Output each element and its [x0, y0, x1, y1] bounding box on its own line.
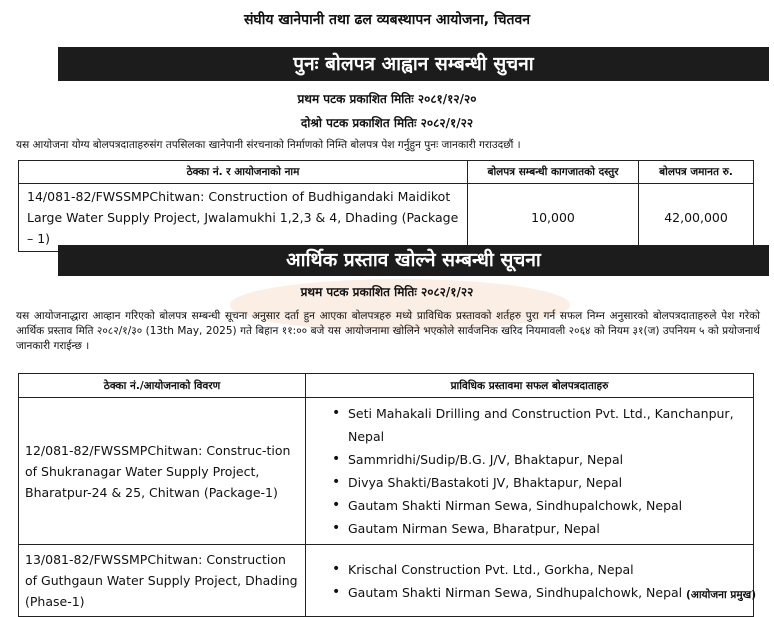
project-description: 12/081-82/FWSSMPChitwan: Construc-tion of Shukranagar Water Supply Project, Bharatpur-24 & 25, Chitwan (Package-1) — [19, 398, 306, 545]
list-item: • Krischal Construction Pvt. Ltd., Gorkha, Nepal — [334, 558, 747, 581]
notice2-paragraph: यस आयोजनाद्धारा आव्हान गरिएको बोलपत्र सम्बन्धी सूचना अनुसार दर्ता हुन आएका बोलपत्रहरु मध्ये प्राविधिक प्रस्तावको शर्तहरु पुरा गर्न सफल निम्न अनुसारको बोलपत्रदाताहरुले पेश गरेको आर्थिक प्रस्ताव मिति २०८२/१/३० (13th May, 2025) गते बिहान ११:०० बजे यस आयोजनामा खोलिने भएकोले सार्वजनिक खरिद नियमावली २०६४ को नियम ३१(ज) उपनियम ५ को प्रयोजनार्थ जानकारी गराईन्छ । — [16, 310, 760, 352]
col-header-name: ठेक्का नं. र आयोजनाको नाम — [19, 161, 468, 184]
notice2-first-pub: प्रथम पटक प्रकाशित मितिः २०८२/१/२२ — [300, 285, 474, 299]
col-header-fee: बोलपत्र सम्बन्धी कागजातको दस्तुर — [468, 161, 639, 184]
tender-name: 14/081-82/FWSSMPChitwan: Construction of Budhigandaki Maidikot Large Water Supply Project, Jwalamukhi 1,2,3 & 4, Dhading (Package – 1) — [19, 184, 468, 252]
bidder-list — [312, 558, 747, 604]
bidder-list-cell — [306, 545, 754, 617]
signature-label: (आयोजना प्रमुख) — [686, 589, 756, 601]
list-item: • Seti Mahakali Drilling and Construction Pvt. Ltd., Kanchanpur, Nepal — [334, 402, 747, 448]
notice1-second-pub: दोश्रो पटक प्रकाशित मितिः २०८२/१/२२ — [300, 116, 474, 130]
bidder-list-cell — [306, 398, 754, 545]
col-header-security: बोलपत्र जमानत रु. — [639, 161, 754, 184]
list-item: • Gautam Nirman Sewa, Bharatpur, Nepal — [334, 517, 747, 540]
notice2-title: आर्थिक प्रस्ताव खोल्ने सम्बन्धी सूचना — [58, 245, 769, 276]
table-row — [19, 545, 754, 617]
notice1-intro: यस आयोजना योग्य बोलपत्रदाताहरुसंग तपसिलका खानेपानी संरचनाको निर्माणको निम्ति बोलपत्र पेश गर्नुहुन पुनः जानकारी गराउदछौं । — [16, 139, 521, 151]
bidders-table-header — [19, 374, 754, 398]
tender-security: 42,00,000 — [639, 184, 754, 252]
list-item: • Gautam Shakti Nirman Sewa, Sindhupalchowk, Nepal — [334, 581, 747, 604]
tender-table — [18, 160, 754, 252]
bidders-table — [18, 373, 754, 617]
col-header-bidders: प्राविधिक प्रस्तावमा सफल बोलपत्रदाताहरु — [306, 374, 754, 398]
notice1-first-pub: प्रथम पटक प्रकाशित मितिः २०८१/१२/२० — [297, 92, 477, 106]
org-name: संघीय खानेपानी तथा ढल व्यबस्थापन आयोजना, चितवन — [243, 12, 531, 28]
project-description: 13/081-82/FWSSMPChitwan: Construction of Guthgaun Water Supply Project, Dhading (Phase-1) — [19, 545, 306, 617]
table-row — [19, 184, 754, 252]
bidder-list — [312, 402, 747, 540]
notice1-title: पुनः बोलपत्र आह्वान सम्बन्धी सुचना — [58, 47, 769, 81]
table-row — [19, 398, 754, 545]
list-item: • Divya Shakti/Bastakoti JV, Bhaktapur, Nepal — [334, 471, 747, 494]
tender-table-header — [19, 161, 754, 184]
tender-fee: 10,000 — [468, 184, 639, 252]
list-item: • Sammridhi/Sudip/B.G. J/V, Bhaktapur, Nepal — [334, 448, 747, 471]
col-header-description: ठेक्का नं./आयोजनाको विवरण — [19, 374, 306, 398]
list-item: • Gautam Shakti Nirman Sewa, Sindhupalchowk, Nepal — [334, 494, 747, 517]
